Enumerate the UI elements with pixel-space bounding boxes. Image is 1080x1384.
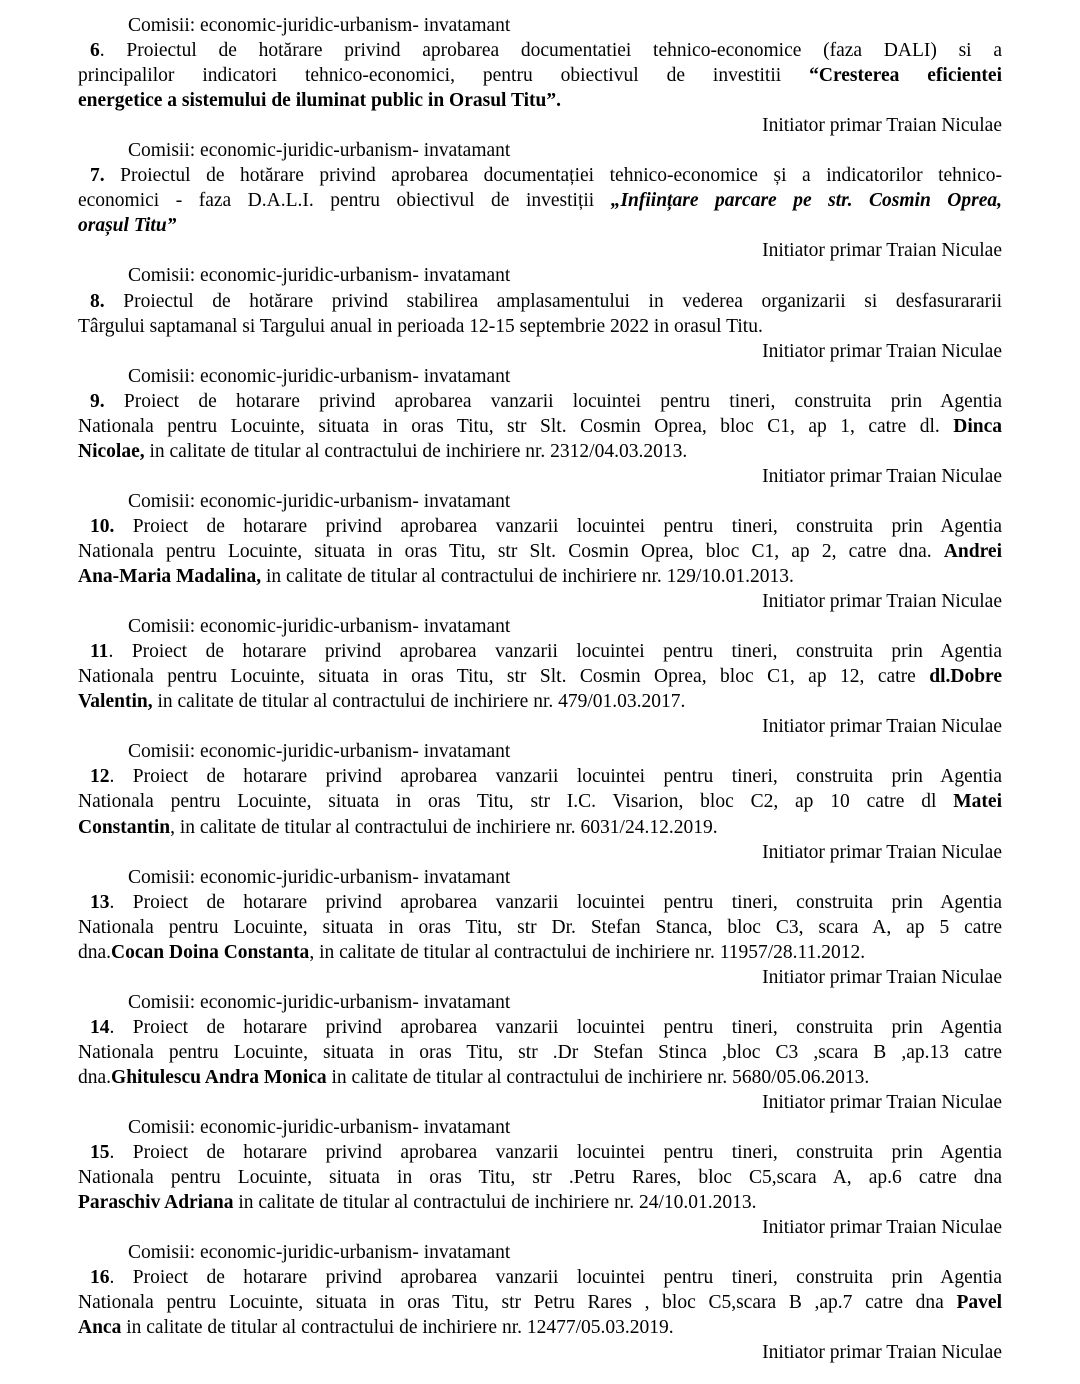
bold-text-segment: 13 (90, 891, 110, 913)
committee-line: Comisii: economic-juridic-urbanism- invatamant (128, 991, 511, 1013)
text-segment: Nationala pentru Locuinte, situata in oras Titu, str Dr. Stefan Stanca, bloc C3, scara A, ap 5 catre (78, 916, 1002, 938)
text-segment: Târgului saptamanal si Targului anual in perioada 12-15 septembrie 2022 in orasul Titu. (78, 315, 763, 337)
agenda-item-15 (78, 1140, 1002, 1265)
text-segment: Proiect de hotarare privind aprobarea vanzarii locuintei pentru tineri, construita prin Agentia (114, 515, 1002, 537)
bold-text-segment: Cocan Doina Constanta (111, 941, 310, 963)
item-title-line (78, 38, 1002, 63)
text-segment: Proiectul de hotărare privind aprobarea documentației tehnico-economice și a indicatorilor tehnico- (104, 165, 1002, 187)
item-text-line (78, 789, 1002, 814)
item-text-line (78, 213, 1002, 238)
initiator-line: Initiator primar Traian Niculae (762, 465, 1002, 487)
initiator-line: Initiator primar Traian Niculae (762, 115, 1002, 137)
bold-text-segment: Pavel (956, 1292, 1002, 1314)
text-segment: dna. (78, 941, 112, 963)
agenda-item-12 (78, 764, 1002, 889)
item-title-line (78, 1265, 1002, 1290)
committee-line: Comisii: economic-juridic-urbanism- invatamant (128, 616, 511, 638)
bold-text-segment: Matei (953, 791, 1002, 813)
text-segment: . Proiect de hotarare privind aprobarea vanzarii locuintei pentru tineri, construita prin Agentia (109, 891, 1002, 913)
item-title-line (78, 890, 1002, 915)
bold-text-segment: 15 (90, 1142, 110, 1164)
text-segment: . Proiect de hotarare privind aprobarea vanzarii locuintei pentru tineri, construita prin Agentia (109, 1142, 1002, 1164)
agenda-item-7 (78, 163, 1002, 288)
text-segment: Proiectul de hotărare privind stabilirea amplasamentului in vederea organizarii si desfasurararii (104, 290, 1002, 312)
bold-text-segment: 12 (90, 766, 110, 788)
text-segment: principalilor indicatori tehnico-economici, pentru obiectivul de investitii (78, 65, 810, 87)
item-text-line (78, 1315, 1002, 1340)
item-title-line (78, 389, 1002, 414)
agenda-item-14 (78, 1015, 1002, 1140)
initiator-line: Initiator primar Traian Niculae (762, 240, 1002, 262)
bold-text-segment: 11 (90, 641, 109, 663)
item-text-line (78, 88, 1002, 113)
initiator-line: Initiator primar Traian Niculae (762, 1092, 1002, 1114)
initiator-line: Initiator primar Traian Niculae (762, 841, 1002, 863)
item-text-line (78, 664, 1002, 689)
text-segment: in calitate de titular al contractului de inchiriere nr. 479/01.03.2017. (152, 691, 686, 713)
bold-text-segment: 7. (90, 165, 105, 187)
bold-text-segment: Ana-Maria Madalina, (78, 566, 262, 588)
item-text-line (78, 188, 1002, 213)
item-text-line (78, 940, 1002, 965)
committee-line: Comisii: economic-juridic-urbanism- invatamant (128, 490, 511, 512)
item-text-line (78, 63, 1002, 88)
text-segment: in calitate de titular al contractului de inchiriere nr. 5680/05.06.2013. (326, 1066, 870, 1088)
initiator-line: Initiator primar Traian Niculae (762, 1342, 1002, 1364)
bold-text-segment: energetice a sistemului de iluminat public in Orasul Titu”. (78, 90, 562, 112)
item-text-line (78, 439, 1002, 464)
item-text-line (78, 689, 1002, 714)
item-text-line (78, 314, 1002, 339)
text-segment: , in calitate de titular al contractului de inchiriere nr. 11957/28.11.2012. (309, 941, 866, 963)
item-title-line (78, 1015, 1002, 1040)
bold-text-segment: Nicolae, (78, 440, 145, 462)
text-segment: in calitate de titular al contractului de inchiriere nr. 24/10.01.2013. (233, 1192, 757, 1214)
text-segment: . Proiect de hotarare privind aprobarea vanzarii locuintei pentru tineri, construita prin Agentia (109, 1016, 1002, 1038)
committee-line: Comisii: economic-juridic-urbanism- invatamant (128, 1242, 511, 1264)
text-segment: Nationala pentru Locuinte, situata in oras Titu, str .Petru Rares, bloc C5,scara A, ap.6 catre dna (78, 1167, 1002, 1189)
agenda-item-16 (78, 1265, 1002, 1365)
bold-text-segment: 14 (90, 1016, 110, 1038)
text-segment: . Proiectul de hotărare privind aprobarea documentatiei tehnico-economice (faza DALI) si a (99, 40, 1002, 62)
text-segment: Nationala pentru Locuinte, situata in oras Titu, str Petru Rares , bloc C5,scara B ,ap.7 catre dna (78, 1292, 957, 1314)
text-segment: economici - faza D.A.L.I. pentru obiectivul de investiții (78, 190, 611, 212)
text-segment: Proiect de hotarare privind aprobarea vanzarii locuintei pentru tineri, construita prin Agentia (104, 390, 1002, 412)
bold-text-segment: dl.Dobre (929, 666, 1002, 688)
bold-text-segment: Dinca (953, 415, 1002, 437)
committee-line: Comisii: economic-juridic-urbanism- invatamant (128, 140, 511, 162)
bold-text-segment: Paraschiv Adriana (78, 1192, 234, 1214)
bold-text-segment: 10. (90, 515, 115, 537)
agenda-item-9 (78, 389, 1002, 514)
text-segment: . Proiect de hotarare privind aprobarea vanzarii locuintei pentru tineri, construita prin Agentia (109, 1267, 1002, 1289)
text-segment: , in calitate de titular al contractului de inchiriere nr. 6031/24.12.2019. (170, 816, 718, 838)
text-segment: in calitate de titular al contractului de inchiriere nr. 12477/05.03.2019. (121, 1317, 674, 1339)
item-title-line (78, 639, 1002, 664)
committee-line: Comisii: economic-juridic-urbanism- invatamant (128, 866, 511, 888)
item-title-line (78, 764, 1002, 789)
text-segment: Nationala pentru Locuinte, situata in oras Titu, str Slt. Cosmin Oprea, bloc C1, ap 1, catre dl. (78, 415, 954, 437)
item-text-line (78, 1065, 1002, 1090)
item-text-line (78, 539, 1002, 564)
committee-line: Comisii: economic-juridic-urbanism- invatamant (128, 1117, 511, 1139)
bold-text-segment: 8. (90, 290, 105, 312)
bold-text-segment: Constantin (78, 816, 171, 838)
bold-text-segment: 9. (90, 390, 105, 412)
bold-text-segment: Anca (78, 1317, 122, 1339)
committee-line: Comisii: economic-juridic-urbanism- invatamant (128, 15, 511, 36)
bold-text-segment: orașul Titu” (78, 215, 177, 237)
text-segment: in calitate de titular al contractului de inchiriere nr. 2312/04.03.2013. (144, 440, 688, 462)
bold-text-segment: “Cresterea eficientei (809, 65, 1002, 87)
agenda-item-13 (78, 890, 1002, 1015)
item-text-line (78, 1165, 1002, 1190)
text-segment: dna. (78, 1066, 112, 1088)
bold-text-segment: 6 (90, 40, 100, 62)
item-text-line (78, 915, 1002, 940)
committee-line: Comisii: economic-juridic-urbanism- invatamant (128, 365, 511, 387)
item-title-line (78, 514, 1002, 539)
item-text-line (78, 564, 1002, 589)
text-segment: Nationala pentru Locuinte, situata in oras Titu, str Slt. Cosmin Oprea, bloc C1, ap 12, catre (78, 666, 930, 688)
committee-line: Comisii: economic-juridic-urbanism- invatamant (128, 741, 511, 763)
item-text-line (78, 1190, 1002, 1215)
agenda-document (78, 13, 1002, 1366)
agenda-item-8 (78, 289, 1002, 389)
initiator-line: Initiator primar Traian Niculae (762, 340, 1002, 362)
agenda-item-6 (78, 38, 1002, 163)
text-segment: Nationala pentru Locuinte, situata in oras Titu, str Slt. Cosmin Oprea, bloc C1, ap 2, catre dna. (78, 540, 944, 562)
item-title-line (78, 1140, 1002, 1165)
text-segment: Nationala pentru Locuinte, situata in oras Titu, str .Dr Stefan Stinca ,bloc C3 ,scara B ,ap.13 catre (78, 1041, 1002, 1063)
bold-text-segment: Andrei (943, 540, 1002, 562)
item-text-line (78, 414, 1002, 439)
item-title-line (78, 289, 1002, 314)
initiator-line: Initiator primar Traian Niculae (762, 716, 1002, 738)
bold-text-segment: Ghitulescu Andra Monica (111, 1066, 327, 1088)
committee-line: Comisii: economic-juridic-urbanism- invatamant (128, 265, 511, 287)
text-segment: . Proiect de hotarare privind aprobarea vanzarii locuintei pentru tineri, construita prin Agentia (109, 766, 1002, 788)
item-text-line (78, 1290, 1002, 1315)
text-segment: Nationala pentru Locuinte, situata in oras Titu, str I.C. Visarion, bloc C2, ap 10 catre dl (78, 791, 954, 813)
bold-text-segment: 16 (90, 1267, 110, 1289)
item-title-line (78, 163, 1002, 188)
initiator-line: Initiator primar Traian Niculae (762, 966, 1002, 988)
item-text-line (78, 815, 1002, 840)
agenda-item-10 (78, 514, 1002, 639)
text-segment: . Proiect de hotarare privind aprobarea vanzarii locuintei pentru tineri, construita prin Agentia (108, 641, 1002, 663)
initiator-line: Initiator primar Traian Niculae (762, 1217, 1002, 1239)
item-text-line (78, 1040, 1002, 1065)
agenda-item-11 (78, 639, 1002, 764)
bold-text-segment: „Inființare parcare pe str. Cosmin Oprea, (610, 190, 1002, 212)
bold-text-segment: Valentin, (78, 691, 153, 713)
initiator-line: Initiator primar Traian Niculae (762, 591, 1002, 613)
text-segment: in calitate de titular al contractului de inchiriere nr. 129/10.01.2013. (261, 566, 794, 588)
